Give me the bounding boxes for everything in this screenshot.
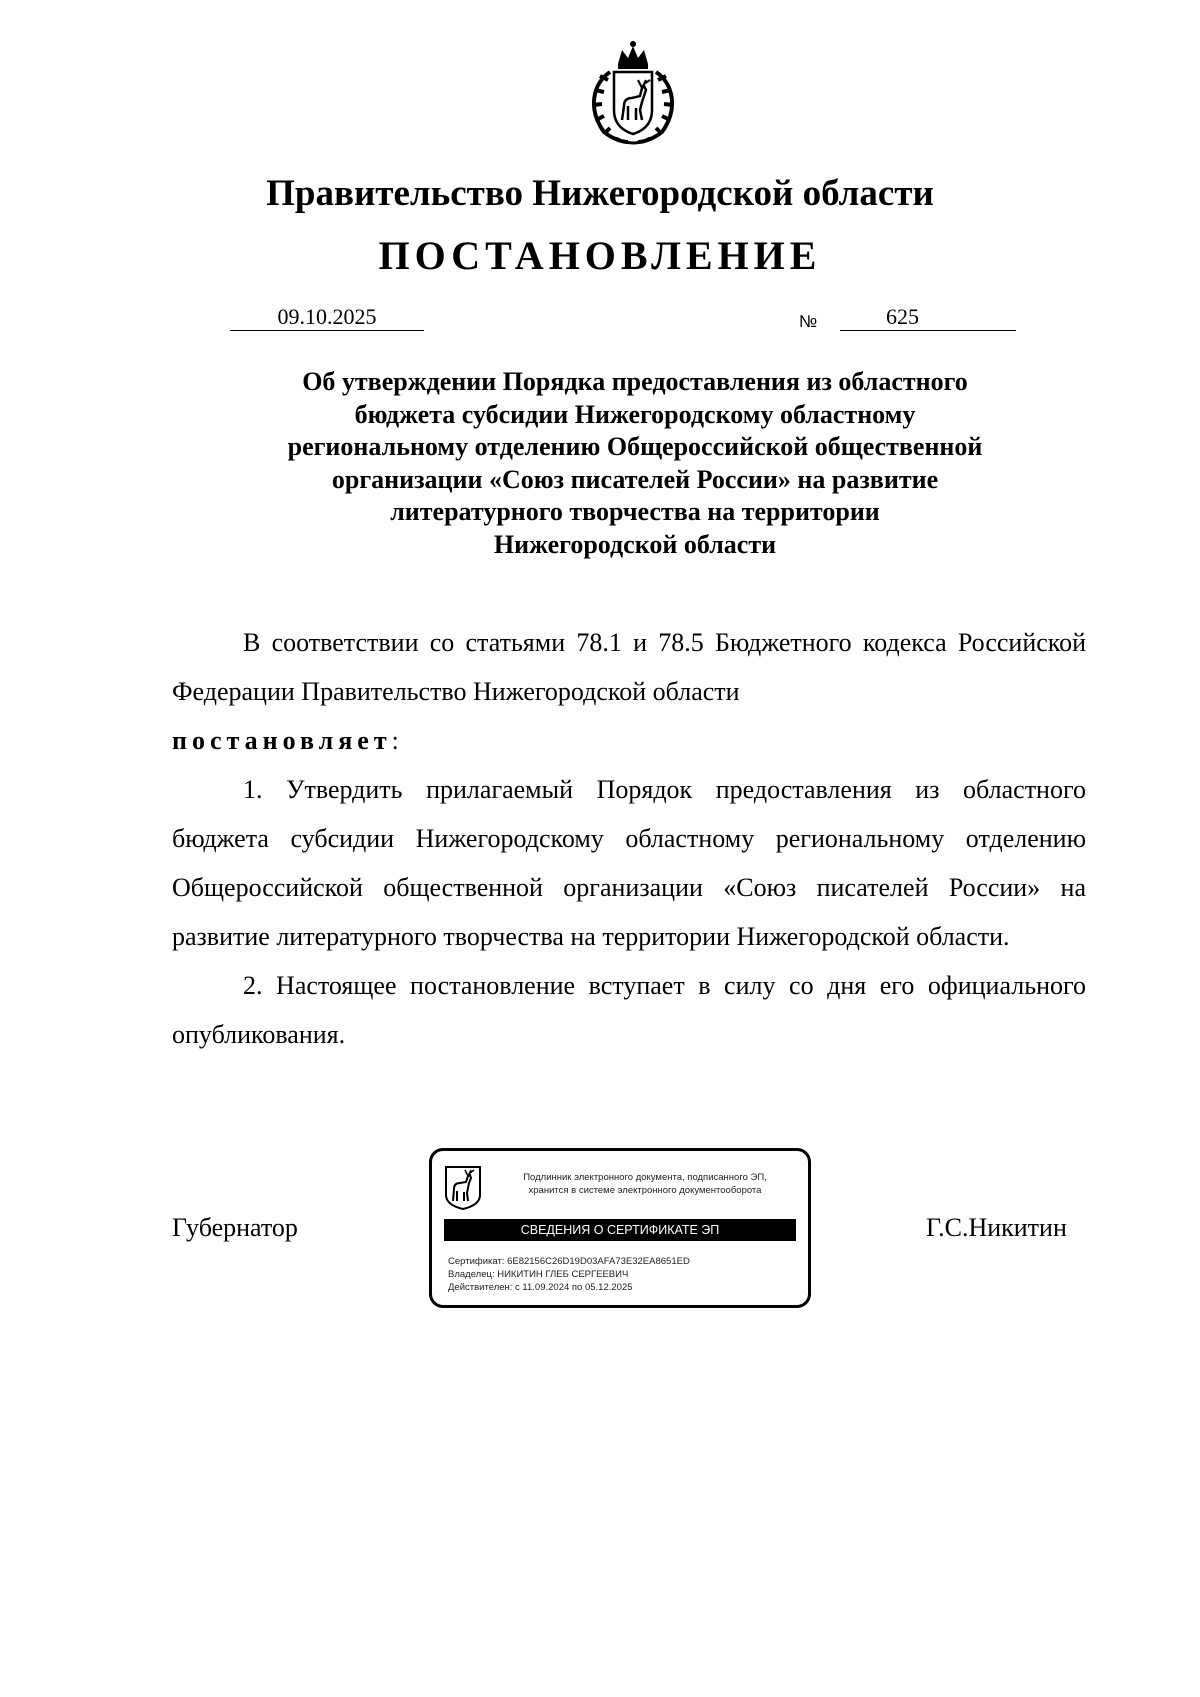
item-1-paragraph: 1. Утвердить прилагаемый Порядок предоставления из областного бюджета субсидии Нижегородскому областному региональному отделению Общероссийской общественной организации «Союз писателей России» на развитие литературного творчества на территории Нижегородской области. — [172, 775, 1086, 951]
resolves-word: постановляет — [172, 726, 392, 755]
certificate-id: Сертификат: 6E82156C26D19D03AFA73E32EA8651ED — [448, 1256, 690, 1267]
stamp-caption-line: Подлинник электронного документа, подписанного ЭП, — [523, 1172, 767, 1183]
document-subject — [200, 366, 1070, 561]
subject-line: бюджета субсидии Нижегородскому областному — [354, 399, 916, 429]
subject-line: Нижегородской области — [493, 529, 777, 559]
stamp-title-bar: СВЕДЕНИЯ О СЕРТИФИКАТЕ ЭП — [444, 1219, 796, 1241]
item-2-paragraph: 2. Настоящее постановление вступает в силу со дня его официального опубликования. — [172, 971, 1086, 1049]
stamp-certificate-details — [448, 1255, 690, 1294]
subject-line: организации «Союз писателей России» на развитие — [331, 464, 939, 494]
number-sign: № — [799, 312, 818, 331]
preamble-paragraph: В соответствии со статьями 78.1 и 78.5 Бюджетного кодекса Российской Федерации Правительство Нижегородской области — [172, 628, 1086, 706]
electronic-signature-stamp — [429, 1148, 811, 1308]
subject-line: региональному отделению Общероссийской общественной — [287, 432, 983, 461]
resolves-colon: : — [391, 726, 399, 755]
subject-line: литературного творчества на территории — [390, 497, 880, 526]
stamp-caption-line: хранится в системе электронного документооборота — [528, 1185, 762, 1196]
nizhny-novgorod-coat-of-arms-icon — [578, 40, 688, 148]
document-number-field — [840, 300, 1016, 331]
certificate-owner: Владелец: НИКИТИН ГЛЕБ СЕРГЕЕВИЧ — [448, 1269, 629, 1280]
signer-position: Губернатор — [172, 1213, 298, 1242]
subject-line: Об утверждении Порядка предоставления из областного — [302, 367, 968, 396]
document-type: ПОСТАНОВЛЕНИЕ — [378, 233, 822, 278]
resolves-paragraph — [172, 716, 1086, 765]
government-title: Правительство Нижегородской области — [266, 173, 934, 214]
document-body — [172, 618, 1086, 1059]
signer-name: Г.С.Никитин — [926, 1213, 1067, 1242]
document-number: 625 — [886, 304, 919, 329]
certificate-validity: Действителен: с 11.09.2024 по 05.12.2025 — [448, 1282, 633, 1293]
stamp-caption — [490, 1171, 800, 1197]
deer-emblem-icon — [444, 1165, 482, 1211]
document-date: 09.10.2025 — [230, 300, 424, 331]
